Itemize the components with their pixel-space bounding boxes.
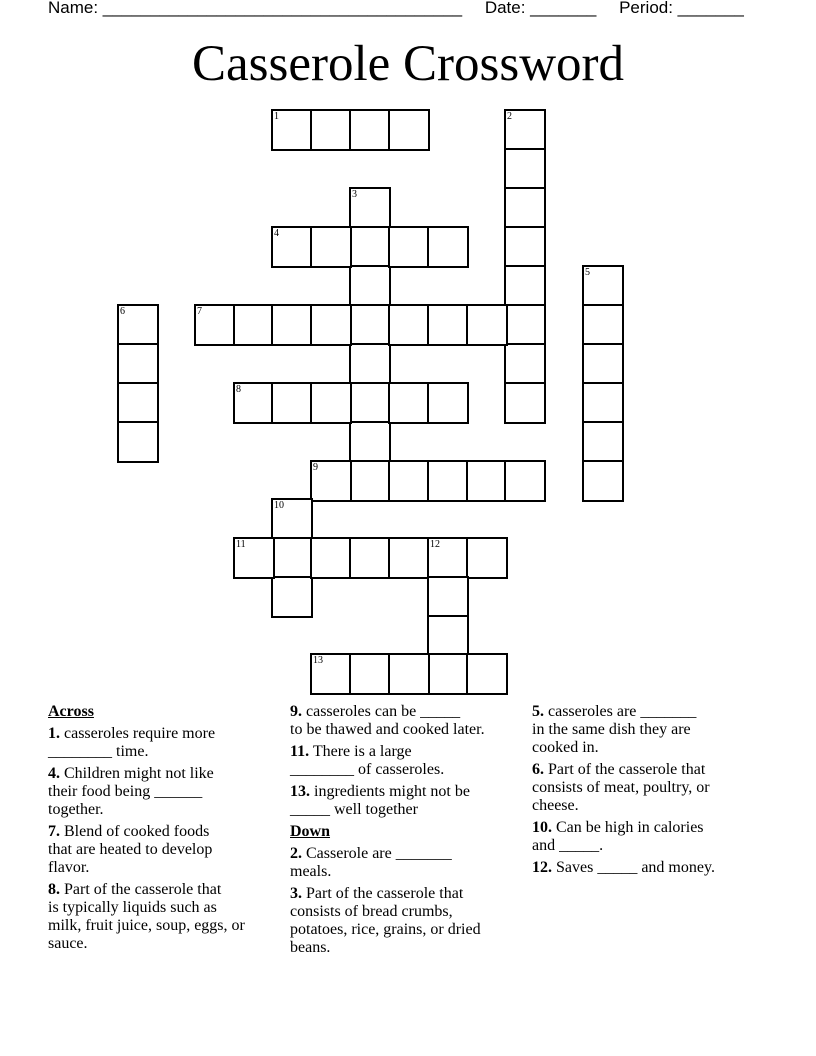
cell-number: 2 bbox=[507, 111, 512, 122]
student-info-line bbox=[48, 0, 788, 19]
crossword-cell[interactable] bbox=[427, 653, 469, 695]
crossword-cell[interactable] bbox=[117, 421, 159, 463]
crossword-cell[interactable] bbox=[582, 265, 624, 307]
clue-number: 1. bbox=[48, 725, 60, 742]
clue-number: 6. bbox=[532, 761, 544, 778]
clue-text: There is a large ________ of casseroles. bbox=[290, 743, 445, 778]
crossword-cell[interactable] bbox=[582, 460, 624, 502]
crossword-cell[interactable] bbox=[271, 537, 313, 579]
crossword-cell[interactable] bbox=[427, 304, 469, 346]
cell-number: 1 bbox=[274, 111, 279, 122]
clue-number: 11. bbox=[290, 743, 310, 760]
crossword-cell[interactable] bbox=[349, 421, 391, 463]
clue-item bbox=[532, 859, 768, 877]
cell-number: 10 bbox=[274, 500, 284, 511]
clue-number: 5. bbox=[532, 703, 544, 720]
clue-number: 12. bbox=[532, 859, 552, 876]
crossword-cell[interactable] bbox=[388, 460, 430, 502]
clue-text: Part of the casserole that consists of bread crumbs, potatoes, rice, grains, or dried beans. bbox=[290, 885, 481, 956]
crossword-cell[interactable] bbox=[310, 304, 352, 346]
clue-item bbox=[48, 765, 284, 819]
crossword-cell[interactable] bbox=[117, 343, 159, 385]
clue-number: 8. bbox=[48, 881, 60, 898]
crossword-cell[interactable] bbox=[504, 382, 546, 424]
crossword-cell[interactable] bbox=[582, 343, 624, 385]
crossword-cell[interactable] bbox=[310, 226, 352, 268]
period-field: Period: _______ bbox=[619, 0, 744, 17]
clue-item bbox=[290, 743, 526, 779]
across-clue-list bbox=[48, 725, 284, 953]
crossword-cell[interactable] bbox=[349, 537, 391, 579]
date-field: Date: _______ bbox=[484, 0, 597, 17]
clue-number: 13. bbox=[290, 783, 310, 800]
crossword-cell[interactable] bbox=[271, 498, 313, 540]
cell-number: 7 bbox=[197, 306, 202, 317]
crossword-cell[interactable] bbox=[271, 304, 313, 346]
crossword-cell[interactable] bbox=[582, 304, 624, 346]
crossword-cell[interactable] bbox=[504, 304, 546, 346]
crossword-cell[interactable] bbox=[194, 304, 236, 346]
clue-number: 10. bbox=[532, 819, 552, 836]
crossword-cell[interactable] bbox=[117, 382, 159, 424]
crossword-cell[interactable] bbox=[349, 653, 391, 695]
crossword-cell[interactable] bbox=[310, 460, 352, 502]
crossword-cell[interactable] bbox=[310, 382, 352, 424]
crossword-cell[interactable] bbox=[349, 265, 391, 307]
crossword-cell[interactable] bbox=[349, 226, 391, 268]
crossword-cell[interactable] bbox=[349, 382, 391, 424]
cell-number: 6 bbox=[120, 306, 125, 317]
crossword-cell[interactable] bbox=[466, 304, 508, 346]
crossword-cell[interactable] bbox=[349, 187, 391, 229]
crossword-cell[interactable] bbox=[271, 226, 313, 268]
clue-text: Casserole are _______ meals. bbox=[290, 845, 452, 880]
clue-text: Saves _____ and money. bbox=[552, 859, 715, 876]
crossword-cell[interactable] bbox=[504, 265, 546, 307]
clue-text: ingredients might not be _____ well together bbox=[290, 783, 470, 818]
clues-column-2 bbox=[290, 703, 526, 961]
cell-number: 13 bbox=[313, 655, 323, 666]
crossword-cell[interactable] bbox=[504, 109, 546, 151]
crossword-cell[interactable] bbox=[388, 653, 430, 695]
page-title: Casserole Crossword bbox=[191, 36, 625, 92]
crossword-cell[interactable] bbox=[466, 460, 508, 502]
clue-number: 7. bbox=[48, 823, 60, 840]
across-clue-list-continued bbox=[290, 703, 526, 819]
cell-number: 5 bbox=[585, 267, 590, 278]
crossword-cell[interactable] bbox=[466, 537, 508, 579]
down-clue-list-continued bbox=[532, 703, 768, 877]
cell-number: 8 bbox=[236, 384, 241, 395]
across-heading: Across bbox=[48, 703, 94, 720]
crossword-cell[interactable] bbox=[427, 615, 469, 657]
clue-text: Children might not like their food being ______ together. bbox=[48, 765, 214, 818]
clue-item bbox=[290, 783, 526, 819]
crossword-cell[interactable] bbox=[582, 421, 624, 463]
clue-number: 4. bbox=[48, 765, 60, 782]
clue-number: 9. bbox=[290, 703, 302, 720]
clue-text: casseroles can be _____ to be thawed and cooked later. bbox=[290, 703, 485, 738]
crossword-cell[interactable] bbox=[310, 653, 352, 695]
clue-text: Part of the casserole that consists of meat, poultry, or cheese. bbox=[532, 761, 710, 814]
clue-item bbox=[48, 881, 284, 953]
crossword-cell[interactable] bbox=[388, 304, 430, 346]
crossword-cell[interactable] bbox=[504, 187, 546, 229]
clue-text: Can be high in calories and _____. bbox=[532, 819, 704, 854]
name-field: Name: ______________________________________ bbox=[48, 0, 463, 17]
down-heading: Down bbox=[290, 823, 331, 840]
crossword-cell[interactable] bbox=[582, 382, 624, 424]
crossword-cell[interactable] bbox=[271, 382, 313, 424]
crossword-cell[interactable] bbox=[427, 382, 469, 424]
crossword-cell[interactable] bbox=[233, 537, 275, 579]
clue-item bbox=[532, 761, 768, 815]
clue-item bbox=[532, 703, 768, 757]
crossword-cell[interactable] bbox=[388, 382, 430, 424]
crossword-cell[interactable] bbox=[388, 537, 430, 579]
cell-number: 11 bbox=[236, 539, 246, 550]
clue-item bbox=[48, 823, 284, 877]
crossword-cell[interactable] bbox=[504, 226, 546, 268]
crossword-cell[interactable] bbox=[310, 109, 352, 151]
crossword-cell[interactable] bbox=[388, 226, 430, 268]
crossword-cell[interactable] bbox=[349, 304, 391, 346]
clue-text: casseroles require more ________ time. bbox=[48, 725, 216, 760]
crossword-cell[interactable] bbox=[310, 537, 352, 579]
crossword-cell[interactable] bbox=[427, 576, 469, 618]
clue-item bbox=[532, 819, 768, 855]
crossword-cell[interactable] bbox=[349, 343, 391, 385]
clues-column-1 bbox=[48, 703, 284, 957]
cell-number: 9 bbox=[313, 462, 318, 473]
crossword-cell[interactable] bbox=[466, 653, 508, 695]
crossword-cell[interactable] bbox=[504, 460, 546, 502]
crossword-cell[interactable] bbox=[427, 537, 469, 579]
clue-text: Part of the casserole that is typically liquids such as milk, fruit juice, soup, eggs, or sauce. bbox=[48, 881, 245, 952]
crossword-cell[interactable] bbox=[427, 226, 469, 268]
crossword-cell[interactable] bbox=[388, 109, 430, 151]
clue-item bbox=[290, 885, 526, 957]
crossword-cell[interactable] bbox=[271, 576, 313, 618]
crossword-cell[interactable] bbox=[427, 460, 469, 502]
crossword-cell[interactable] bbox=[349, 460, 391, 502]
cell-number: 12 bbox=[430, 539, 440, 550]
crossword-cell[interactable] bbox=[271, 109, 313, 151]
clue-text: Blend of cooked foods that are heated to develop flavor. bbox=[48, 823, 213, 876]
cell-number: 3 bbox=[352, 189, 357, 200]
clue-item bbox=[290, 845, 526, 881]
crossword-cell[interactable] bbox=[117, 304, 159, 346]
crossword-cell[interactable] bbox=[233, 382, 275, 424]
crossword-cell[interactable] bbox=[233, 304, 275, 346]
crossword-cell[interactable] bbox=[504, 343, 546, 385]
clue-item bbox=[48, 725, 284, 761]
clue-item bbox=[290, 703, 526, 739]
down-clue-list bbox=[290, 845, 526, 957]
clue-number: 3. bbox=[290, 885, 302, 902]
clue-number: 2. bbox=[290, 845, 302, 862]
clues-column-3 bbox=[532, 703, 768, 881]
clue-text: casseroles are _______ in the same dish they are cooked in. bbox=[532, 703, 697, 756]
cell-number: 4 bbox=[274, 228, 279, 239]
crossword-cell[interactable] bbox=[349, 109, 391, 151]
crossword-cell[interactable] bbox=[504, 148, 546, 190]
